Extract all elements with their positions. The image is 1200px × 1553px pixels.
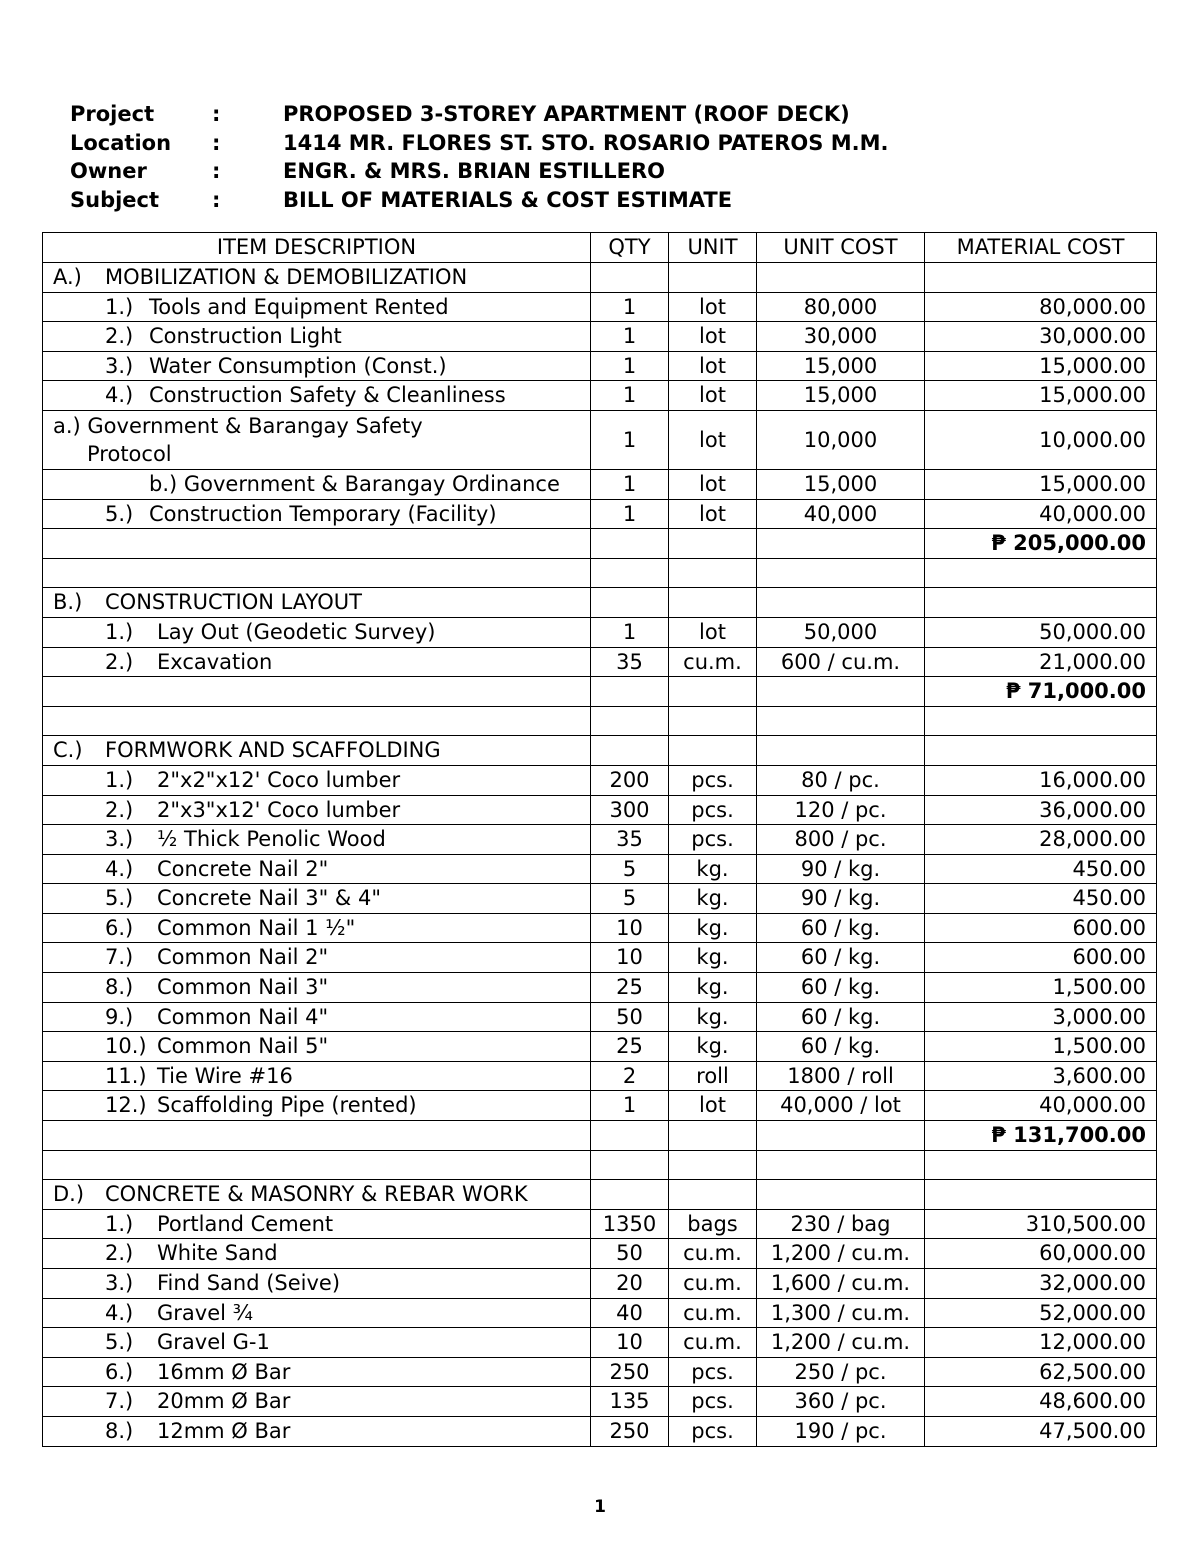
item-unit: lot <box>669 381 757 411</box>
item-material-cost: 32,000.00 <box>925 1269 1157 1299</box>
section-total: ₱ 71,000.00 <box>925 677 1157 707</box>
table-row <box>43 469 1157 499</box>
page-number: 1 <box>594 1497 606 1517</box>
item-unit: cu.m. <box>669 1298 757 1328</box>
owner-colon: : <box>212 159 221 183</box>
item-qty: 25 <box>591 1032 669 1062</box>
item-unit: lot <box>669 469 757 499</box>
item-material-cost: 450.00 <box>925 854 1157 884</box>
item-description: Common Nail 4" <box>157 1004 329 1029</box>
item-unit: cu.m. <box>669 1269 757 1299</box>
section-total-row <box>43 529 1157 559</box>
table-row <box>43 410 1157 469</box>
subject-value: BILL OF MATERIALS & COST ESTIMATE <box>283 187 733 212</box>
item-unit: lot <box>669 617 757 647</box>
section-letter: B.) <box>53 590 83 615</box>
blank-row <box>43 558 1157 588</box>
item-material-cost: 80,000.00 <box>925 292 1157 322</box>
item-unit: bags <box>669 1209 757 1239</box>
item-material-cost: 12,000.00 <box>925 1328 1157 1358</box>
item-number: 2.) <box>105 797 134 822</box>
item-number: 7.) <box>105 945 134 970</box>
table-row <box>43 1061 1157 1091</box>
item-qty: 200 <box>591 765 669 795</box>
item-number: 9.) <box>105 1004 134 1029</box>
item-description: White Sand <box>157 1241 278 1266</box>
item-unit-cost: 15,000 <box>757 351 925 381</box>
item-description: Concrete Nail 2" <box>157 856 329 881</box>
item-qty: 5 <box>591 884 669 914</box>
table-row <box>43 381 1157 411</box>
item-qty: 25 <box>591 973 669 1003</box>
table-row <box>43 1091 1157 1121</box>
section-heading <box>43 736 591 766</box>
item-number: 7.) <box>105 1389 134 1414</box>
item-unit: kg. <box>669 943 757 973</box>
item-unit: kg. <box>669 884 757 914</box>
section-heading-row <box>43 263 1157 293</box>
item-unit: kg. <box>669 1032 757 1062</box>
item-number: 8.) <box>105 975 134 1000</box>
item-number: 2.) <box>105 1241 134 1266</box>
table-row <box>43 617 1157 647</box>
item-unit-cost: 80 / pc. <box>757 765 925 795</box>
item-description: 12mm Ø Bar <box>157 1418 291 1443</box>
item-unit-cost: 1,600 / cu.m. <box>757 1269 925 1299</box>
table-row <box>43 795 1157 825</box>
project-colon: : <box>212 102 221 126</box>
item-unit: kg. <box>669 1002 757 1032</box>
item-material-cost: 50,000.00 <box>925 617 1157 647</box>
item-description: ½ Thick Penolic Wood <box>157 827 386 852</box>
item-number: 8.) <box>105 1418 134 1443</box>
item-number: 4.) <box>105 1300 134 1325</box>
table-row <box>43 1357 1157 1387</box>
location-label: Location <box>70 130 172 155</box>
section-heading-row <box>43 588 1157 618</box>
table-row <box>43 765 1157 795</box>
item-number: 6.) <box>105 915 134 940</box>
item-material-cost: 60,000.00 <box>925 1239 1157 1269</box>
item-unit-cost: 1,300 / cu.m. <box>757 1298 925 1328</box>
item-qty: 1350 <box>591 1209 669 1239</box>
item-unit-cost: 1800 / roll <box>757 1061 925 1091</box>
item-material-cost: 450.00 <box>925 884 1157 914</box>
item-description: Gravel G-1 <box>157 1330 270 1355</box>
item-description: Gravel ¾ <box>157 1300 253 1325</box>
table-row <box>43 1387 1157 1417</box>
item-number: 1.) <box>105 619 134 644</box>
item-qty: 35 <box>591 647 669 677</box>
item-description: Common Nail 5" <box>157 1034 329 1059</box>
item-unit-cost: 10,000 <box>757 410 925 469</box>
item-unit: pcs. <box>669 765 757 795</box>
item-material-cost: 47,500.00 <box>925 1416 1157 1446</box>
item-unit: cu.m. <box>669 1239 757 1269</box>
blank-row <box>43 1150 1157 1180</box>
item-material-cost: 16,000.00 <box>925 765 1157 795</box>
table-row <box>43 351 1157 381</box>
table-row <box>43 913 1157 943</box>
item-number: 10.) <box>105 1034 147 1059</box>
item-number: 3.) <box>105 827 134 852</box>
item-unit-cost: 40,000 <box>757 499 925 529</box>
section-letter: A.) <box>53 265 82 289</box>
section-title: CONCRETE & MASONRY & REBAR WORK <box>105 1182 528 1207</box>
item-unit-cost: 190 / pc. <box>757 1416 925 1446</box>
item-number: 4.) <box>105 383 134 408</box>
item-qty: 250 <box>591 1416 669 1446</box>
item-unit: kg. <box>669 973 757 1003</box>
location-value: 1414 MR. FLORES ST. STO. ROSARIO PATEROS M.M. <box>283 130 889 155</box>
item-material-cost: 310,500.00 <box>925 1209 1157 1239</box>
table-row <box>43 943 1157 973</box>
item-qty: 2 <box>591 1061 669 1091</box>
item-material-cost: 40,000.00 <box>925 1091 1157 1121</box>
item-qty: 5 <box>591 854 669 884</box>
section-title: CONSTRUCTION LAYOUT <box>105 590 362 615</box>
column-header-qty: QTY <box>591 233 669 263</box>
item-qty: 1 <box>591 322 669 352</box>
item-unit-cost: 360 / pc. <box>757 1387 925 1417</box>
item-unit-cost: 600 / cu.m. <box>757 647 925 677</box>
item-description: 2"x3"x12' Coco lumber <box>157 797 401 822</box>
table-row <box>43 322 1157 352</box>
owner-label: Owner <box>70 159 147 183</box>
table-row <box>43 854 1157 884</box>
item-unit-cost: 230 / bag <box>757 1209 925 1239</box>
item-material-cost: 36,000.00 <box>925 795 1157 825</box>
item-description: Construction Temporary (Facility) <box>149 501 497 526</box>
table-row <box>43 499 1157 529</box>
item-number: 1.) <box>105 767 134 792</box>
item-unit: pcs. <box>669 1357 757 1387</box>
table-row <box>43 1032 1157 1062</box>
item-number: 5.) <box>105 1330 134 1355</box>
location-colon: : <box>212 130 221 155</box>
item-description: Common Nail 1 ½" <box>157 915 356 940</box>
blank-row <box>43 706 1157 736</box>
item-number: 3.) <box>105 353 134 378</box>
table-row <box>43 1328 1157 1358</box>
item-unit: roll <box>669 1061 757 1091</box>
table-header-row <box>43 233 1157 263</box>
section-total-row <box>43 1121 1157 1151</box>
item-description: Water Consumption (Const.) <box>149 353 447 378</box>
item-material-cost: 600.00 <box>925 943 1157 973</box>
section-title: FORMWORK AND SCAFFOLDING <box>105 738 441 763</box>
item-number: 5.) <box>105 886 134 911</box>
subject-colon: : <box>212 187 221 212</box>
item-material-cost: 1,500.00 <box>925 1032 1157 1062</box>
subject-label: Subject <box>70 187 160 212</box>
item-description-continued: Protocol <box>87 441 172 466</box>
item-description: Construction Light <box>149 324 342 349</box>
item-description: Tie Wire #16 <box>157 1063 293 1088</box>
item-material-cost: 40,000.00 <box>925 499 1157 529</box>
item-material-cost: 15,000.00 <box>925 351 1157 381</box>
item-unit: lot <box>669 322 757 352</box>
item-unit-cost: 60 / kg. <box>757 943 925 973</box>
section-heading-row <box>43 1180 1157 1210</box>
item-unit-cost: 15,000 <box>757 381 925 411</box>
project-label: Project <box>70 102 155 126</box>
item-unit-cost: 40,000 / lot <box>757 1091 925 1121</box>
section-heading-row <box>43 736 1157 766</box>
item-material-cost: 52,000.00 <box>925 1298 1157 1328</box>
item-qty: 10 <box>591 943 669 973</box>
item-material-cost: 28,000.00 <box>925 825 1157 855</box>
item-unit: kg. <box>669 854 757 884</box>
item-qty: 50 <box>591 1239 669 1269</box>
column-header-item-description: ITEM DESCRIPTION <box>43 233 591 263</box>
item-number: 12.) <box>105 1093 147 1118</box>
item-description: Common Nail 3" <box>157 975 329 1000</box>
item-unit-cost: 120 / pc. <box>757 795 925 825</box>
table-row <box>43 825 1157 855</box>
item-qty: 300 <box>591 795 669 825</box>
item-number: 1.) <box>105 1211 134 1236</box>
item-qty: 20 <box>591 1269 669 1299</box>
item-number: 4.) <box>105 856 134 881</box>
item-qty: 1 <box>591 351 669 381</box>
item-qty: 1 <box>591 292 669 322</box>
item-material-cost: 48,600.00 <box>925 1387 1157 1417</box>
item-material-cost: 600.00 <box>925 913 1157 943</box>
item-description: Excavation <box>157 649 273 674</box>
item-qty: 1 <box>591 617 669 647</box>
column-header-unit: UNIT <box>669 233 757 263</box>
item-qty: 135 <box>591 1387 669 1417</box>
item-unit-cost: 60 / kg. <box>757 973 925 1003</box>
section-title: MOBILIZATION & DEMOBILIZATION <box>105 265 468 289</box>
item-unit-cost: 90 / kg. <box>757 884 925 914</box>
item-description: Scaffolding Pipe (rented) <box>157 1093 417 1118</box>
section-total-row <box>43 677 1157 707</box>
section-total: ₱ 205,000.00 <box>925 529 1157 559</box>
item-unit-cost: 1,200 / cu.m. <box>757 1328 925 1358</box>
item-unit: kg. <box>669 913 757 943</box>
item-qty: 1 <box>591 410 669 469</box>
column-header-unit-cost: UNIT COST <box>757 233 925 263</box>
table-row <box>43 292 1157 322</box>
item-unit-cost: 15,000 <box>757 469 925 499</box>
item-unit: cu.m. <box>669 1328 757 1358</box>
item-qty: 10 <box>591 1328 669 1358</box>
item-material-cost: 21,000.00 <box>925 647 1157 677</box>
item-unit-cost: 30,000 <box>757 322 925 352</box>
section-letter: D.) <box>53 1182 85 1207</box>
item-description: 20mm Ø Bar <box>157 1389 291 1414</box>
item-description: Concrete Nail 3" & 4" <box>157 886 381 911</box>
item-unit-cost: 60 / kg. <box>757 1002 925 1032</box>
item-unit-cost: 250 / pc. <box>757 1357 925 1387</box>
item-description: Lay Out (Geodetic Survey) <box>157 619 436 644</box>
item-qty: 50 <box>591 1002 669 1032</box>
item-number: 11.) <box>105 1063 147 1088</box>
item-material-cost: 15,000.00 <box>925 381 1157 411</box>
item-unit-cost: 60 / kg. <box>757 1032 925 1062</box>
item-material-cost: 62,500.00 <box>925 1357 1157 1387</box>
item-qty: 1 <box>591 469 669 499</box>
item-unit: lot <box>669 292 757 322</box>
item-unit: lot <box>669 351 757 381</box>
table-row <box>43 1269 1157 1299</box>
item-number: 2.) <box>105 324 134 349</box>
item-unit: lot <box>669 499 757 529</box>
item-material-cost: 15,000.00 <box>925 469 1157 499</box>
item-unit-cost: 50,000 <box>757 617 925 647</box>
item-qty: 250 <box>591 1357 669 1387</box>
table-row <box>43 973 1157 1003</box>
item-unit: pcs. <box>669 1416 757 1446</box>
item-description: a.) Government & Barangay Safety <box>53 413 423 438</box>
item-material-cost: 30,000.00 <box>925 322 1157 352</box>
item-material-cost: 10,000.00 <box>925 410 1157 469</box>
item-description: Common Nail 2" <box>157 945 329 970</box>
item-qty: 35 <box>591 825 669 855</box>
item-material-cost: 3,000.00 <box>925 1002 1157 1032</box>
section-heading <box>43 588 591 618</box>
item-description: Tools and Equipment Rented <box>149 294 449 319</box>
table-row <box>43 1416 1157 1446</box>
table-row <box>43 1209 1157 1239</box>
item-unit: lot <box>669 1091 757 1121</box>
item-material-cost: 1,500.00 <box>925 973 1157 1003</box>
owner-value: ENGR. & MRS. BRIAN ESTILLERO <box>283 159 665 183</box>
section-heading <box>43 1180 591 1210</box>
item-qty: 1 <box>591 381 669 411</box>
item-unit-cost: 60 / kg. <box>757 913 925 943</box>
item-qty: 10 <box>591 913 669 943</box>
item-description: b.) Government & Barangay Ordinance <box>149 471 560 496</box>
table-row <box>43 647 1157 677</box>
section-total: ₱ 131,700.00 <box>925 1121 1157 1151</box>
item-unit: cu.m. <box>669 647 757 677</box>
item-number: 3.) <box>105 1271 134 1295</box>
bill-of-materials-table <box>42 232 1157 1447</box>
item-qty: 40 <box>591 1298 669 1328</box>
table-row <box>43 1002 1157 1032</box>
table-row <box>43 1239 1157 1269</box>
item-description: 2"x2"x12' Coco lumber <box>157 767 401 792</box>
item-description: Find Sand (Seive) <box>157 1271 341 1295</box>
item-description: Portland Cement <box>157 1211 334 1236</box>
item-qty: 1 <box>591 499 669 529</box>
table-row <box>43 1298 1157 1328</box>
item-unit-cost: 90 / kg. <box>757 854 925 884</box>
section-letter: C.) <box>53 738 83 763</box>
project-value: PROPOSED 3-STOREY APARTMENT (ROOF DECK) <box>283 102 850 126</box>
item-number: 2.) <box>105 649 134 674</box>
item-unit: pcs. <box>669 1387 757 1417</box>
column-header-material-cost: MATERIAL COST <box>925 233 1157 263</box>
item-unit: pcs. <box>669 795 757 825</box>
item-unit: lot <box>669 410 757 469</box>
item-number: 6.) <box>105 1359 134 1384</box>
table-row <box>43 884 1157 914</box>
item-unit-cost: 800 / pc. <box>757 825 925 855</box>
section-heading <box>43 263 591 293</box>
item-unit-cost: 80,000 <box>757 292 925 322</box>
item-unit: pcs. <box>669 825 757 855</box>
item-material-cost: 3,600.00 <box>925 1061 1157 1091</box>
item-qty: 1 <box>591 1091 669 1121</box>
item-description: 16mm Ø Bar <box>157 1359 291 1384</box>
item-description: Construction Safety & Cleanliness <box>149 383 506 408</box>
item-number: 1.) <box>105 294 134 319</box>
item-unit-cost: 1,200 / cu.m. <box>757 1239 925 1269</box>
item-number: 5.) <box>105 501 134 526</box>
